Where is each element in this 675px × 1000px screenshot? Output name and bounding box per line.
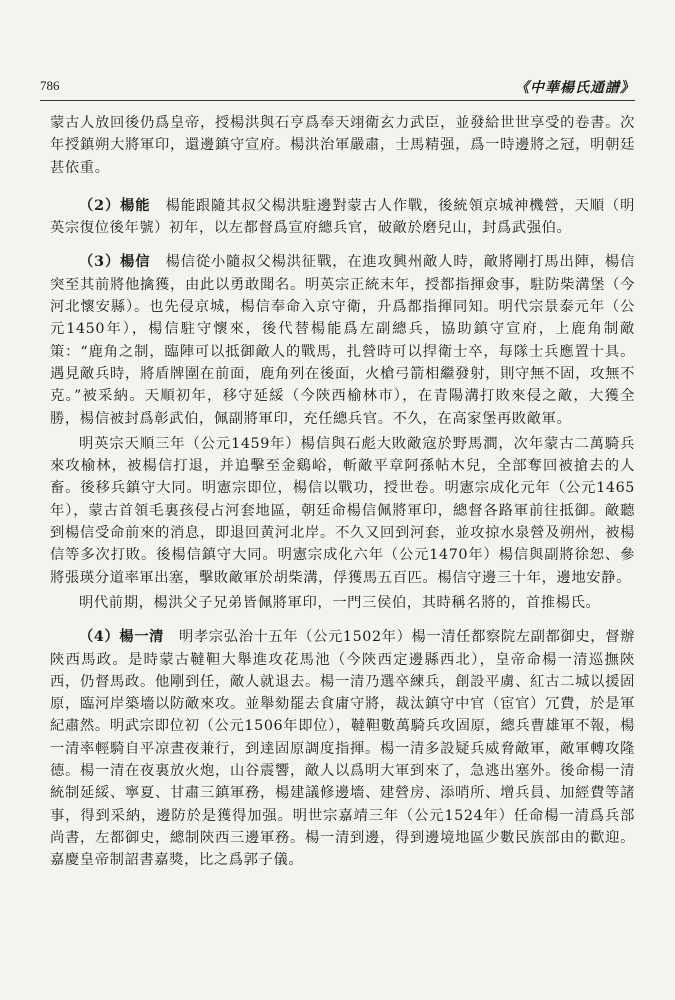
continuation-paragraph: 蒙古人放回後仍爲皇帝，授楊洪與石亨爲奉天翊衛玄力武臣，並發給世世享受的卷書。次年授鎮朔大將軍印，還邊鎮守宣府。楊洪治軍嚴肅，士馬精强，爲一時邊將之冠，明朝廷甚依重。	[50, 115, 635, 176]
page-header	[40, 70, 635, 98]
section-yang-yiqing	[50, 626, 635, 871]
section-heading-yang-neng: （2）楊能	[79, 197, 151, 214]
running-title: 《中華楊氏通譜》	[515, 80, 635, 96]
section-body-yang-neng: 楊能跟隨其叔父楊洪駐邊對蒙古人作戰，後統領京城神機營，天順（明英宗復位後年號）初年，以左都督爲宣府總兵官，破敵於磨兒山，封爲武强伯。	[50, 197, 635, 237]
section-gap	[50, 239, 635, 251]
header-rule	[40, 100, 635, 101]
section-yang-xin	[50, 251, 635, 429]
section-gap	[50, 614, 635, 626]
section-yang-neng	[50, 195, 635, 240]
section-heading-yang-yiqing: （4）楊一清	[79, 629, 165, 646]
section-gap	[50, 179, 635, 195]
section-body-yang-xin-p2: 明英宗天順三年（公元1459年）楊信與石彪大敗敵寇於野馬澗，次年蒙古二萬騎兵來攻榆林，被楊信打退，并追擊至金鷄峪，斬敵平章阿孫帖木兒，全部奪回被搶去的人畜。後移兵鎮守大同。明憲宗即位，楊信以戰功，授世卷。明憲宗成化元年（公元1465年），蒙古首領毛裏孩侵占河套地區，朝廷命楊信佩將軍印，總督各路軍前往抵御。敵聽到楊信受命前來的消息，即退回黄河北岸。不久又回到河套，並攻掠水泉營及朔州，被楊信等多次打敗。後楊信鎮守大同。明憲宗成化六年（公元1470年）楊信與副將徐恕、參將張瑛分道率軍出塞，擊敗敵軍於胡柴溝，俘獲馬五百匹。楊信守邊三十年，邊地安静。	[50, 435, 635, 586]
section-heading-yang-xin: （3）楊信	[79, 254, 151, 271]
body-text	[50, 112, 635, 872]
page-number: 786	[40, 78, 60, 93]
section-body-yang-yiqing: 明孝宗弘治十五年（公元1502年）楊一清任都察院左副都御史，督辦陝西馬政。是時蒙古韃靼大舉進攻花馬池（今陝西定邊縣西北），皇帝命楊一清巡撫陝西，仍督馬政。他剛到任，敵人就退去。楊一清乃選卒練兵，創設平虜、紅古二城以援固原，臨河岸築墻以防敵來攻。並舉劾罷去食庸守將，裁汰鎮守中官（宦官）冗費，於是軍紀肅然。明武宗即位初（公元1506年即位），韃靼數萬騎兵攻固原，總兵曹雄軍不報，楊一清率輕騎自平凉晝夜兼行，到達固原調度指揮。楊一清多設疑兵威脅敵軍，敵軍轉攻隆德。楊一清在夜裏放火炮，山谷震響，敵人以爲明大軍到來了，急逃出塞外。後命楊一清統制延綏、寧夏、甘肅三鎮軍務，楊建議修邊墻、建營房、添哨所、增兵員、加經費等諸事，得到采納，邊防於是獲得加强。明世宗嘉靖三年（公元1524年）任命楊一清爲兵部尚書，左都御史，總制陝西三邊軍務。楊一清到邊，得到邊境地區少數民族部由的歡迎。嘉慶皇帝制詔書嘉獎，比之爲郭子儀。	[50, 629, 635, 869]
section-body-yang-xin-p3: 明代前期，楊洪父子兄弟皆佩將軍印，一門三侯伯，其時稱名將的，首推楊氏。	[79, 594, 601, 611]
section-body-yang-xin-p1: 楊信從小隨叔父楊洪征戰，在進攻興州敵人時，敵將剛打馬出陣，楊信突至其前將他擒獲，由此以勇敢聞名。明英宗正統末年，授都指揮僉事，駐防柴溝堡（今河北懷安縣）。也先侵京城，楊信奉命入京守衛，升爲都指揮同知。明代宗景泰元年（公元1450年），楊信駐守懷來，後代替楊能爲左副總兵，協助鎮守宣府，上鹿角制敵策：“鹿角之制，臨陣可以抵御敵人的戰馬，扎營時可以捍衛士卒，每隊士兵應置十具。遇見敵兵時，將盾牌圍在前面，鹿角列在後面，火槍弓箭相繼發射，則守無不固，攻無不克。”被采納。天順初年，移守延綏（今陝西榆林市），在青陽溝打敗來侵之敵，大獲全勝，楊信被封爲彰武伯，佩副將軍印，充任總兵官。不久，在高家堡再敗敵軍。	[50, 254, 635, 427]
